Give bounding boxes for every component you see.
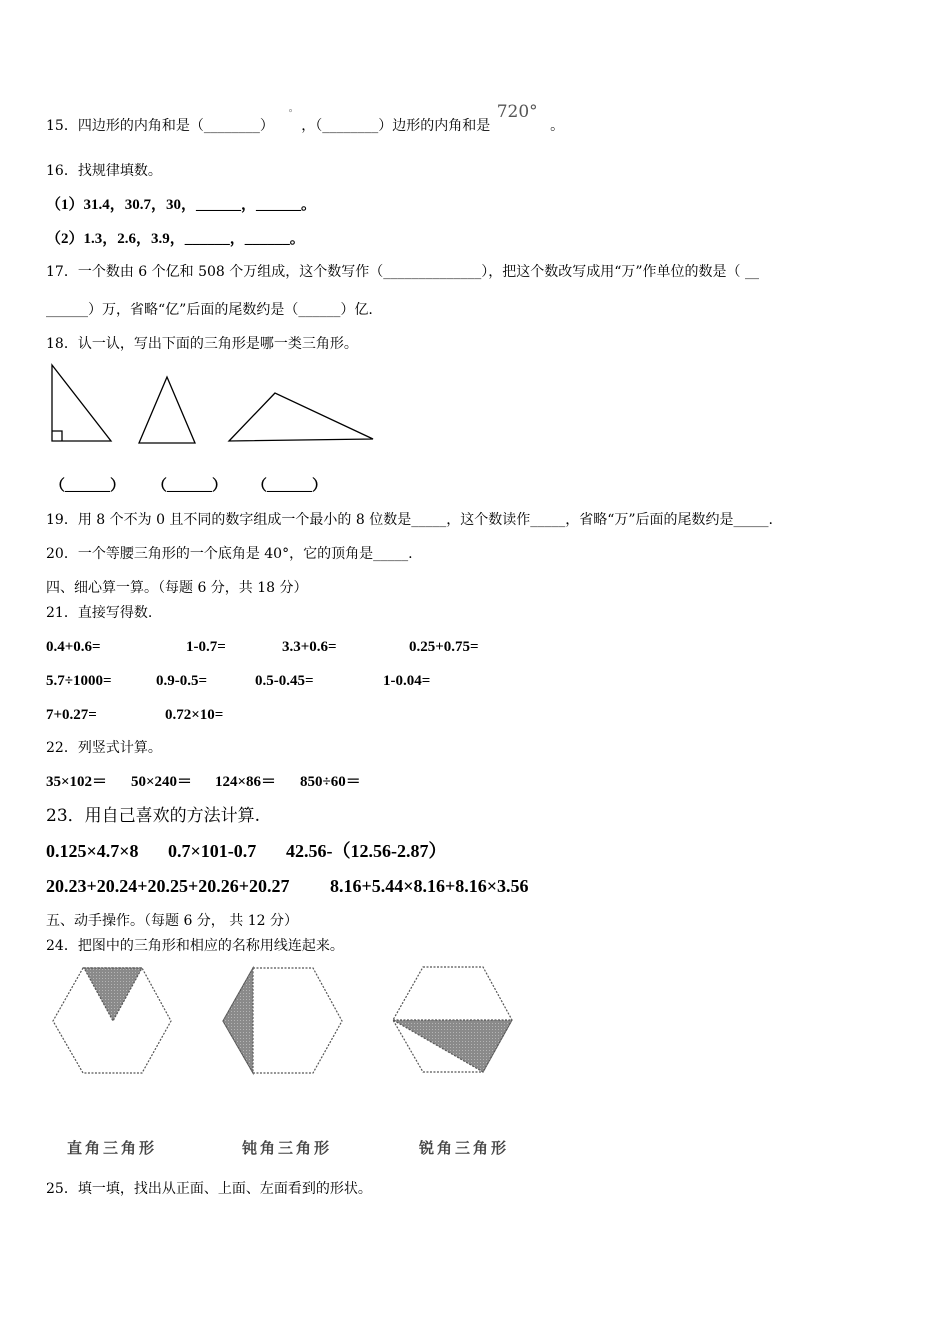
right-angle-mark xyxy=(52,431,62,441)
calc-item: 3.3+0.6= xyxy=(282,639,337,655)
hexagon-figures xyxy=(0,960,540,1080)
calc-item: 0.5-0.45= xyxy=(255,673,314,689)
calc-expression: 0.7×101-0.7 xyxy=(168,841,257,861)
q15-mid: ，（________）边形的内角和是 xyxy=(301,118,491,134)
q18-blank-3: （______） xyxy=(252,478,328,494)
calc-item: 0.9-0.5= xyxy=(156,673,208,689)
question-19: 19．用 8 个不为 0 且不同的数字组成一个最小的 8 位数是_____，这个数读作_____，省略“万”后面的尾数约是_____. xyxy=(46,512,773,528)
triangle-figures xyxy=(0,355,400,455)
question-22: 22．列竖式计算。 xyxy=(46,740,162,756)
q18-blank-2: （______） xyxy=(152,478,228,494)
calc-item: 0.25+0.75= xyxy=(409,639,479,655)
calc-expression: 0.125×4.7×8 xyxy=(46,841,139,861)
calc-item: 5.7÷1000= xyxy=(46,673,112,689)
calc-item: 0.72×10= xyxy=(165,707,224,723)
q18-blank-1: （______） xyxy=(50,478,126,494)
q15-text: 15．四边形的内角和是（________） xyxy=(46,118,274,134)
section-4-heading: 四、细心算一算。（每题 6 分，共 18 分） xyxy=(46,580,308,596)
label-obtuse-triangle: 钝角三角形 xyxy=(242,1139,333,1157)
q16-part2: （2）1.3，2.6，3.9，______，______。 xyxy=(46,231,305,247)
q15-end: 。 xyxy=(550,118,565,134)
q15-degree: ° xyxy=(288,109,293,119)
calc-item: 1-0.04= xyxy=(383,673,431,689)
question-16: 16．找规律填数。 xyxy=(46,163,162,179)
right-triangle xyxy=(52,365,111,441)
vertical-calc-item: 35×102＝ xyxy=(46,774,108,790)
vertical-calc-item: 50×240＝ xyxy=(131,774,193,790)
question-17-line2: ______）万，省略“亿”后面的尾数约是（______）亿. xyxy=(46,302,373,318)
question-17-line1: 17．一个数由 6 个亿和 508 个万组成，这个数写作（______________），把这个数改写成用“万”作单位的数是（ __ xyxy=(46,264,760,280)
question-23: 23．用自己喜欢的方法计算. xyxy=(46,806,261,826)
calc-item: 1-0.7= xyxy=(186,639,226,655)
label-acute-triangle: 锐角三角形 xyxy=(419,1139,510,1157)
shaded-triangle-1 xyxy=(84,968,142,1021)
q15-value: 720° xyxy=(496,102,538,122)
question-20: 20．一个等腰三角形的一个底角是 40°，它的顶角是_____. xyxy=(46,546,413,562)
obtuse-triangle xyxy=(229,393,373,441)
vertical-calc-item: 124×86＝ xyxy=(215,774,277,790)
question-25: 25．填一填，找出从正面、上面、左面看到的形状。 xyxy=(46,1181,372,1197)
calc-expression: 8.16+5.44×8.16+8.16×3.56 xyxy=(330,876,529,896)
question-24: 24．把图中的三角形和相应的名称用线连起来。 xyxy=(46,938,344,954)
acute-triangle xyxy=(139,377,195,443)
shaded-triangle-2 xyxy=(223,968,253,1073)
question-18: 18．认一认，写出下面的三角形是哪一类三角形。 xyxy=(46,336,358,352)
vertical-calc-item: 850÷60＝ xyxy=(300,774,361,790)
section-5-heading: 五、动手操作。（每题 6 分， 共 12 分） xyxy=(46,913,298,929)
q16-part1: （1）31.4，30.7，30，______，______。 xyxy=(46,197,317,213)
shaded-triangle-3 xyxy=(393,1020,512,1072)
question-15 xyxy=(46,102,565,138)
calc-expression: 42.56-（12.56-2.87） xyxy=(286,841,447,861)
label-right-triangle: 直角三角形 xyxy=(67,1139,158,1157)
calc-item: 0.4+0.6= xyxy=(46,639,101,655)
calc-item: 7+0.27= xyxy=(46,707,97,723)
question-21: 21．直接写得数. xyxy=(46,605,153,621)
calc-expression: 20.23+20.24+20.25+20.26+20.27 xyxy=(46,876,290,896)
